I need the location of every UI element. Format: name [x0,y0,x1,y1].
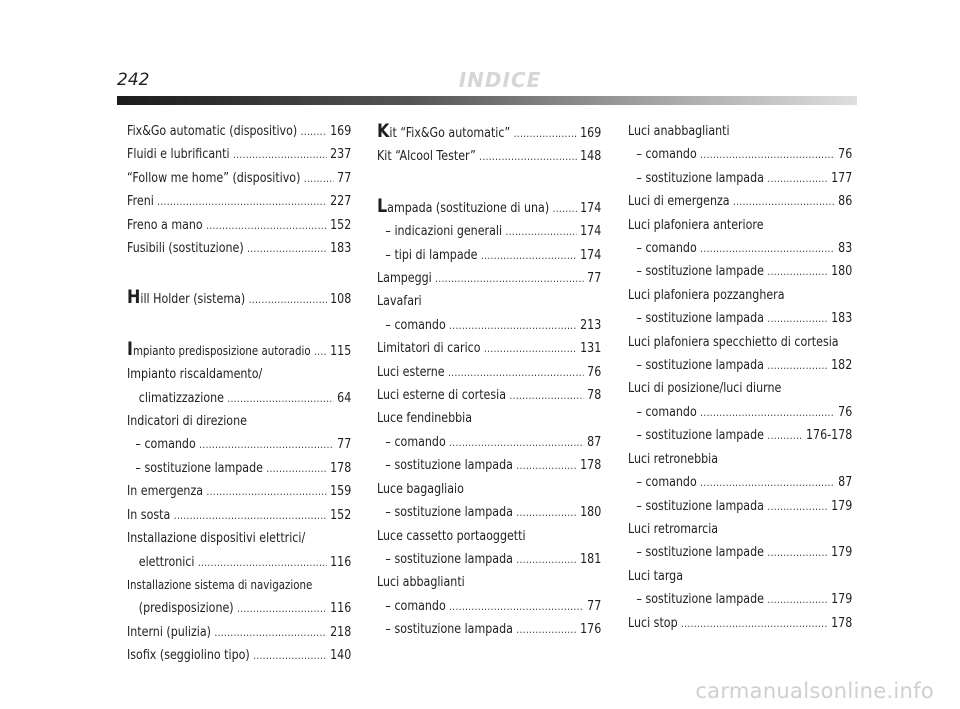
header-rule [117,96,857,105]
index-entry: – comando . . . 77 [377,595,601,618]
index-entry: – comando . . . 213 [377,314,601,337]
section-initial: K [377,120,390,142]
index-entry: – sostituzione lampada . . . 180 [377,501,601,524]
index-entry: Luci stop . . . 178 [628,612,852,635]
index-heading: Luce bagagliaio [377,481,464,497]
index-column-1 [127,120,351,668]
index-entry: – sostituzione lampada . . . 181 [377,548,601,571]
index-entry: (predisposizione) . . . 116 [127,597,351,620]
index-entry: Luci di emergenza . . . 86 [628,190,852,213]
index-entry: – sostituzione lampada . . . 176 [377,618,601,641]
index-entry: – sostituzione lampade . . . 178 [127,457,351,480]
section-initial: I [127,337,133,360]
index-entry: “Follow me home” (dispositivo) . . . 77 [127,167,351,190]
index-entry: Fluidi e lubrificanti . . . 237 [127,143,351,166]
index-entry: Fix&Go automatic (dispositivo) . . . 169 [127,120,351,143]
index-entry: Luci esterne . . . 76 [377,361,601,384]
index-entry: – sostituzione lampade . . . 179 [628,588,852,611]
index-heading: Lavafari [377,294,422,310]
index-entry: – comando . . . 76 [628,143,852,166]
section-initial: L [377,194,388,217]
index-entry: Isofix (seggiolino tipo) . . . 140 [127,644,351,667]
index-heading: Luci retronebbia [628,451,719,467]
index-entry: Kit “Alcool Tester” . . . 148 [377,145,601,168]
index-heading: Impianto riscaldamento/ [127,367,263,383]
index-entry: – sostituzione lampada . . . 177 [628,167,852,190]
index-entry: Freno a mano . . . 152 [127,214,351,237]
index-entry: – sostituzione lampada . . . 178 [377,454,601,477]
page-number: 242 [117,70,150,90]
index-entry: – comando . . . 87 [628,471,852,494]
index-entry: – comando . . . 76 [628,401,852,424]
watermark: carmanualsonline.info [695,679,934,703]
index-heading: Luci anabbaglianti [628,124,730,139]
index-entry: Freni . . . 227 [127,190,351,213]
index-entry: – sostituzione lampade . . . 180 [628,260,852,283]
index-entry: Limitatori di carico . . . 131 [377,337,601,360]
index-entry: climatizzazione . . . 64 [127,387,351,410]
index-entry: – comando . . . 77 [127,433,351,456]
index-entry: In emergenza . . . 159 [127,480,351,503]
index-entry: – indicazioni generali . . . 174 [377,220,601,243]
index-heading: Luci plafoniera specchietto di cortesia [628,334,839,350]
index-entry: Lampeggi . . . 77 [377,267,601,290]
index-entry: Fusibili (sostituzione) . . . 183 [127,237,351,260]
index-heading: Luci retromarcia [628,521,719,537]
index-column-2 [377,120,601,642]
index-entry: Luci esterne di cortesia . . . 78 [377,384,601,407]
index-entry: – sostituzione lampade . . . 179 [628,541,852,564]
index-heading: Luci plafoniera anteriore [628,217,764,233]
index-entry: – sostituzione lampade . . . 176-178 [628,424,852,447]
index-entry: Lampada (sostituzione di una) . . . 174 [377,195,601,220]
page-title: INDICE [458,68,542,92]
index-heading: Luce cassetto portaoggetti [377,528,526,544]
index-entry: Kit “Fix&Go automatic” . . . 169 [377,120,601,145]
index-entry: – sostituzione lampada . . . 182 [628,354,852,377]
index-heading: Installazione dispositivi elettrici/ [127,531,306,547]
index-heading: Luci abbaglianti [377,575,465,591]
index-entry: – tipi di lampade . . . 174 [377,244,601,267]
index-entry: – comando . . . 87 [377,431,601,454]
index-heading: Luci di posizione/luci diurne [628,381,782,397]
index-entry: – sostituzione lampada . . . 179 [628,495,852,518]
index-entry: Impianto predisposizione autoradio . . . 115 [127,338,351,363]
index-heading: Installazione sistema di navigazione [127,577,313,592]
index-entry: – sostituzione lampada . . . 183 [628,307,852,330]
section-initial: H [127,286,141,309]
index-entry: Hill Holder (sistema) . . . 108 [127,286,351,311]
index-heading: Indicatori di direzione [127,414,247,430]
index-entry: – comando . . . 83 [628,237,852,260]
index-heading: Luce fendinebbia [377,411,473,427]
index-heading: Luci plafoniera pozzanghera [628,287,785,303]
index-heading: Luci targa [628,568,684,584]
index-entry: elettronici . . . 116 [127,551,351,574]
index-entry: Interni (pulizia) . . . 218 [127,621,351,644]
index-column-3 [628,120,852,635]
index-entry: In sosta . . . 152 [127,504,351,527]
